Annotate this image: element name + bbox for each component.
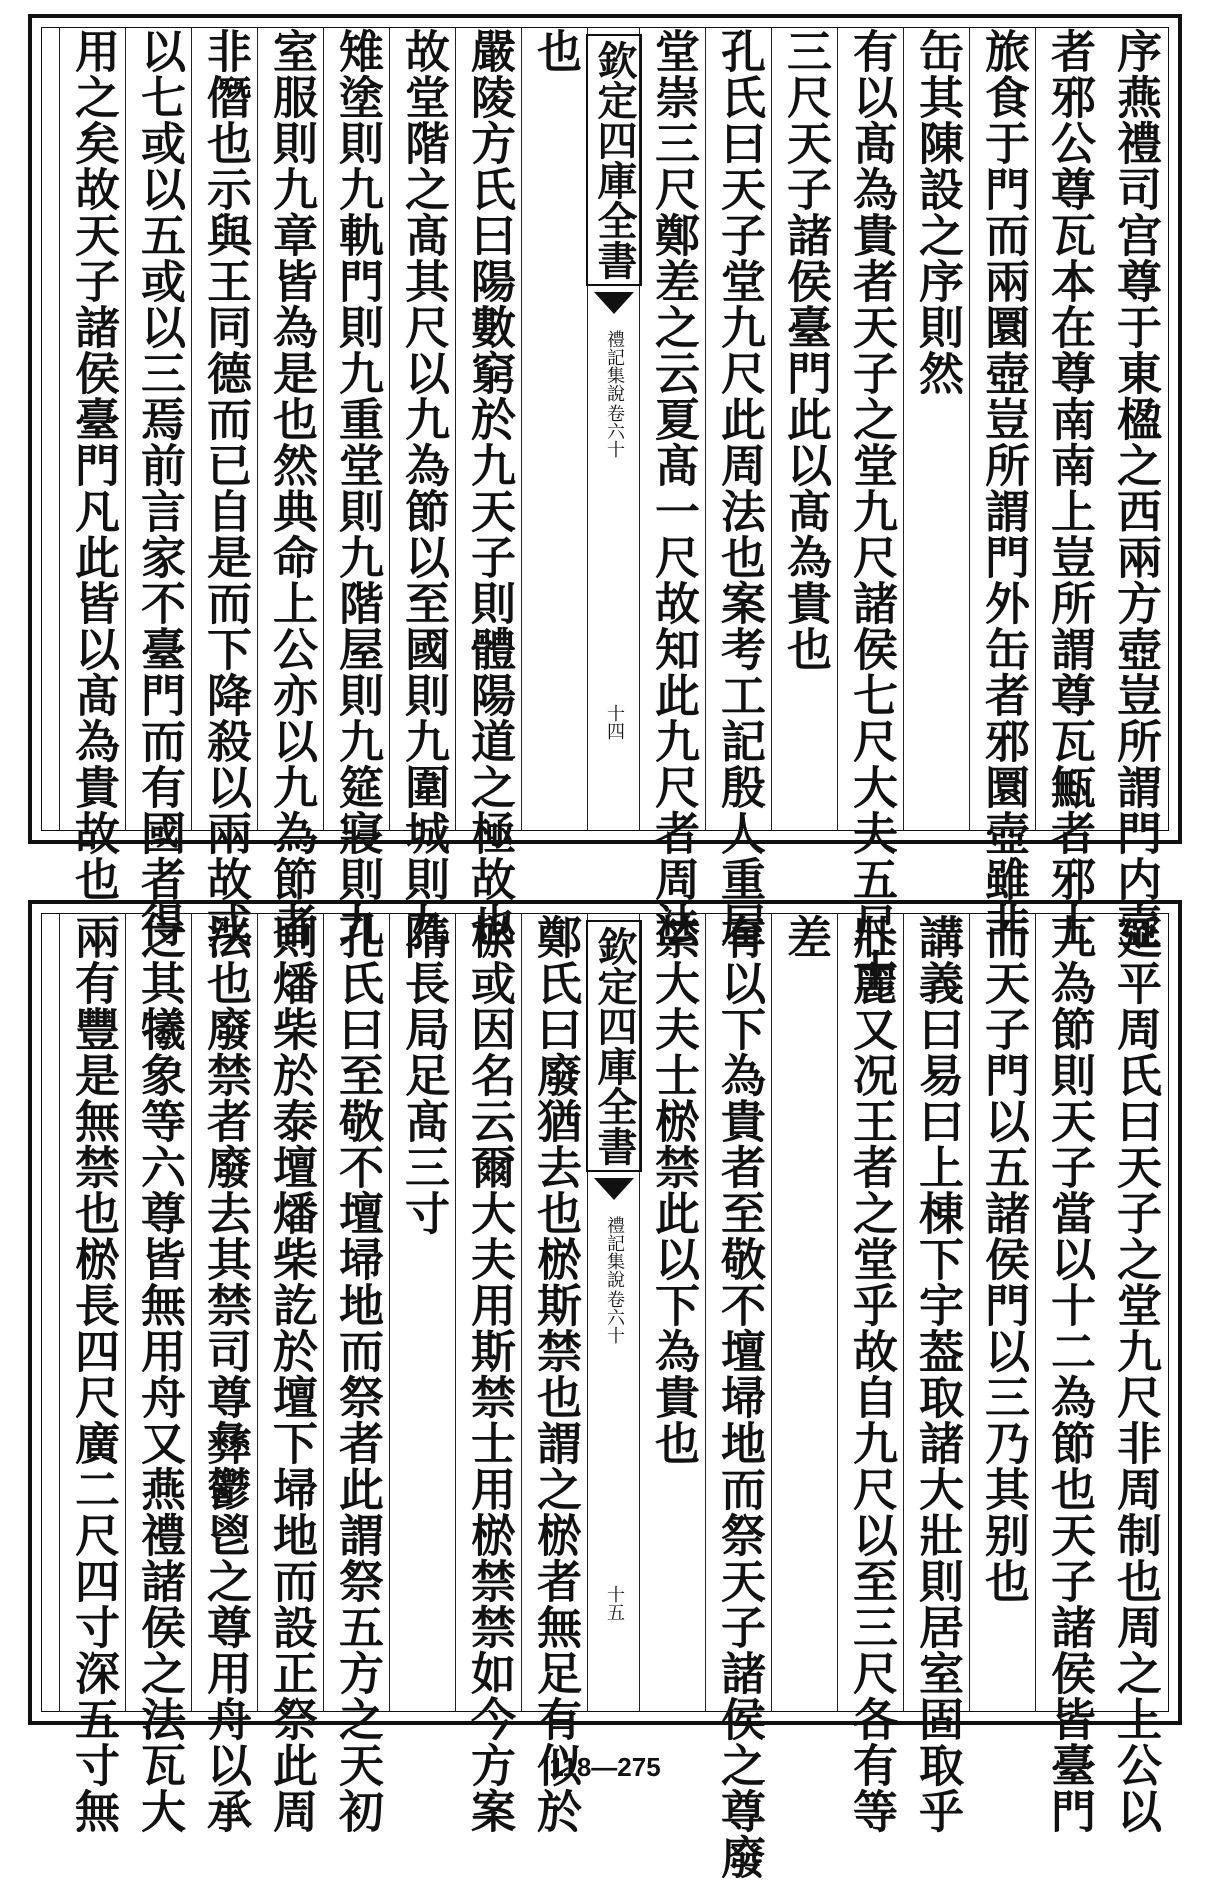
text-column	[455, 914, 522, 1834]
column-text: 堂崇三尺鄭差之云夏髙一尺故知此九尺者周法	[647, 28, 700, 948]
text-column	[125, 914, 192, 1834]
column-text: 缶其陳設之序則然	[911, 28, 964, 396]
text-column	[1035, 28, 1102, 948]
text-column	[639, 914, 706, 1711]
column-text: 有以髙為貴者天子之堂九尺諸侯七尺大夫五尺士	[845, 28, 898, 994]
leaf-number: 十五	[604, 1585, 625, 1621]
book-info	[604, 1216, 624, 1344]
volume-number: 卷六十	[604, 1290, 625, 1344]
text-column	[837, 28, 904, 994]
text-column	[903, 28, 970, 830]
column-text: 而天子門以五諸侯門以三乃其别也	[977, 914, 1030, 1604]
column-text: 禁大夫士棜禁此以下為貴也	[647, 914, 700, 1466]
text-column	[257, 914, 324, 1834]
column-text: 雉塗則九軌門則九重堂則九階屋則九筵寢則九	[331, 28, 384, 948]
text-column	[705, 28, 772, 948]
column-text: 兩有豐是無禁也棜長四尺廣二尺四寸深五寸無	[67, 914, 120, 1834]
text-column	[771, 914, 838, 1711]
fish-tail-mark-icon	[594, 292, 634, 314]
text-column	[969, 914, 1036, 1711]
volume-number: 卷六十	[604, 404, 625, 458]
column-text: 以七或以五或以三焉前言家不臺門而有國者得	[133, 28, 186, 948]
center-margin	[587, 28, 640, 830]
text-column	[257, 28, 324, 948]
column-text: 序燕禮司宫尊于東楹之西兩方壺豈所謂門内壺	[1109, 28, 1162, 948]
column-text: 也	[529, 28, 582, 74]
upper-page-frame	[41, 27, 1169, 994]
column-text: 延平周氏曰天子之堂九尺非周制也周之上公以	[1109, 914, 1162, 1834]
text-column	[191, 914, 258, 1834]
column-text: 差	[779, 914, 832, 960]
library-title: 欽定四庫全書	[586, 34, 642, 286]
text-column	[837, 914, 904, 1834]
library-title: 欽定四庫全書	[586, 920, 642, 1172]
text-column	[455, 28, 522, 948]
text-column	[639, 28, 706, 948]
text-column	[389, 914, 456, 1711]
column-text: 鄭氏曰廢猶去也棜斯禁也謂之棜者無足有似於	[529, 914, 582, 1834]
column-text: 講義曰易曰上棟下宇葢取諸大壯則居室固取乎	[911, 914, 964, 1834]
book-info	[604, 330, 624, 458]
text-column	[1102, 28, 1168, 948]
column-text: 棜或因名云爾大夫用斯禁士用棜禁禁如今方案	[463, 914, 516, 1834]
column-text: 旅食于門而兩圜壺豈所謂門外缶者邪圜壺雖非	[977, 28, 1030, 948]
column-text: 故堂階之髙其尺以九為節以至國則九圍城則九	[397, 28, 450, 948]
leaf-number: 十四	[604, 704, 625, 740]
center-margin	[587, 914, 640, 1711]
text-column	[191, 28, 258, 948]
column-text: 壯麗又况王者之堂乎故自九尺以至三尺各有等	[845, 914, 898, 1834]
text-column	[1102, 914, 1168, 1834]
text-column	[125, 28, 192, 948]
column-text: 之其犧象等六尊皆無用舟又燕禮諸侯之法瓦大	[133, 914, 186, 1834]
upper-page	[28, 14, 1182, 994]
text-column	[969, 28, 1036, 948]
fish-tail-mark-icon	[594, 1178, 634, 1200]
column-text: 九為節則天子當以十二為節也天子諸侯皆臺門	[1043, 914, 1096, 1834]
text-column	[903, 914, 970, 1834]
column-text: 隋長局足髙三寸	[397, 914, 450, 1236]
column-text: 非僭也示與王同德而已自是而下降殺以兩故或	[199, 28, 252, 948]
text-column	[771, 28, 838, 830]
text-column	[59, 914, 126, 1834]
column-text: 嚴陵方氏曰陽數窮於九天子則體陽道之極故也	[463, 28, 516, 948]
text-column	[59, 28, 126, 902]
column-text: 者邪公尊瓦本在尊南南上豈所謂尊瓦甒者邪士	[1043, 28, 1096, 948]
column-text: 孔氏曰天子堂九尺此周法也案考工記殷人重屋	[713, 28, 766, 948]
text-column	[389, 28, 456, 948]
text-column	[521, 914, 588, 1834]
book-title: 禮記集說	[604, 330, 625, 402]
text-column	[323, 28, 390, 948]
page-footer-number: 118—275	[549, 1752, 661, 1782]
column-text: 孔氏曰至敬不壇埽地而祭者此謂祭五方之天初	[331, 914, 384, 1834]
text-column	[1035, 914, 1102, 1834]
column-text: 三尺天子諸侯臺門此以髙為貴也	[779, 28, 832, 672]
column-text: 室服則九章皆為是也然典命上公亦以九為節者	[265, 28, 318, 948]
text-column	[323, 914, 390, 1834]
text-column	[705, 914, 772, 1880]
column-text: 則燔柴於泰壇燔柴訖於壇下埽地而設正祭此周	[265, 914, 318, 1834]
text-column	[521, 28, 588, 830]
book-title: 禮記集說	[604, 1216, 625, 1288]
column-text: 法也廢禁者廢去其禁司尊彝鬱鬯之尊用舟以承	[199, 914, 252, 1834]
column-text: 有以下為貴者至敬不壇埽地而祭天子諸侯之尊廢	[713, 914, 766, 1880]
column-text: 用之矣故天子諸侯臺門凡此皆以髙為貴故也	[67, 28, 120, 902]
